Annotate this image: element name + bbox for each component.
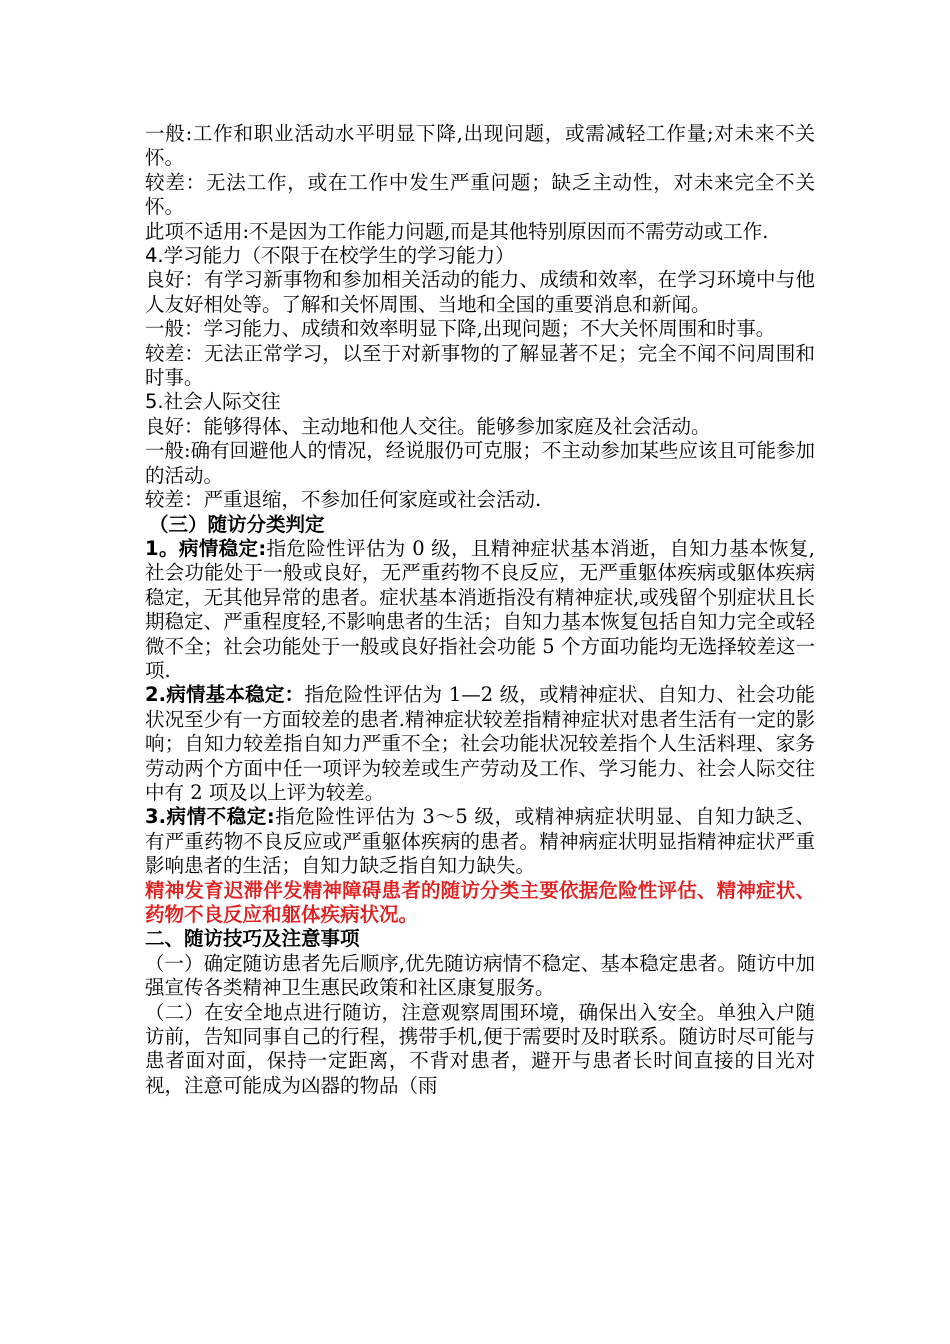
social-good-text: 良好：能够得体、主动地和他人交往。能够参加家庭及社会活动。 — [145, 414, 711, 438]
learning-heading: 4.学习能力（不限于在校学生的学习能力） — [145, 244, 515, 268]
basic-stable-paragraph — [145, 683, 815, 805]
work-fair-text: 一般:工作和职业活动水平明显下降,出现问题，或需减轻工作量;对未来不关怀。 — [145, 122, 815, 170]
social-poor-text: 较差：严重退缩，不参加任何家庭或社会活动. — [145, 488, 542, 512]
unstable-label: 3.病情不稳定: — [145, 805, 275, 829]
learning-poor-text: 较差：无法正常学习，以至于对新事物的了解显著不足；完全不闻不问周围和时事。 — [145, 341, 815, 390]
unstable-text: 指危险性评估为 3～5 级，或精神病症状明显、自知力缺乏、有严重药物不良反应或严重躯体疾病的患者。精神病症状明显指精神症状严重影响患者的生活；自知力缺乏指自知力缺失。 — [145, 805, 815, 878]
basic-stable-label: 2.病情基本稳定： — [145, 683, 305, 707]
tips-item-2: （二）在安全地点进行随访，注意观察周围环境，确保出入安全。单独入户随访前，告知同事自己的行程，携带手机,便于需要时及时联系。随访时尽可能与患者面对面，保持一定距离，不背对患者，避开与患者长时间直接的目光对视，注意可能成为凶器的物品（雨 — [145, 1000, 815, 1097]
stable-label: 1。病情稳定: — [145, 536, 267, 560]
tips-heading: 二、随访技巧及注意事项 — [145, 927, 360, 951]
work-na-text: 此项不适用:不是因为工作能力问题,而是其他特别原因而不需劳动或工作. — [145, 219, 769, 243]
basic-stable-text: 指危险性评估为 1—2 级，或精神症状、自知力、社会功能状况至少有一方面较差的患者.精神症状较差指精神症状对患者生活有一定的影响；自知力较差指自知力严重不全；社会功能状况较差指个人生活料理、家务劳动两个方面中任一项评为较差或生产劳动及工作、学习能力、社会人际交往中有 2 项及以上评为较差。 — [145, 683, 815, 804]
learning-fair-text: 一般：学习能力、成绩和效率明显下降,出现问题；不大关怀周围和时事。 — [145, 317, 776, 341]
classification-note: 精神发育迟滞伴发精神障碍患者的随访分类主要依据危险性评估、精神症状、药物不良反应和躯体疾病状况。 — [145, 878, 815, 926]
learning-good-text: 良好：有学习新事物和参加相关活动的能力、成绩和效率，在学习环境中与他人友好相处等。了解和关怀周围、当地和全国的重要消息和新闻。 — [145, 268, 815, 316]
stable-paragraph — [145, 537, 815, 683]
social-fair-text: 一般:确有回避他人的情况，经说服仍可克服；不主动参加某些应该且可能参加的活动。 — [145, 439, 815, 487]
work-poor-text: 较差：无法工作，或在工作中发生严重问题；缺乏主动性，对未来完全不关怀。 — [145, 170, 815, 219]
document-body — [145, 122, 815, 1098]
classification-heading: （三）随访分类判定 — [149, 512, 325, 536]
unstable-paragraph — [145, 805, 815, 878]
social-heading: 5.社会人际交往 — [145, 390, 281, 414]
stable-text: 指危险性评估为 0 级，且精神症状基本消逝，自知力基本恢复,社会功能处于一般或良好，无严重药物不良反应，无严重躯体疾病或躯体疾病稳定，无其他异常的患者。症状基本消逝指没有精神症状,或残留个别症状且长期稳定、严重程度轻,不影响患者的生活；自知力基本恢复包括自知力完全或轻微不全；社会功能处于一般或良好指社会功能 5 个方面功能均无选择较差这一项. — [145, 536, 815, 682]
tips-item-1: （一）确定随访患者先后顺序,优先随访病情不稳定、基本稳定患者。随访中加强宣传各类精神卫生惠民政策和社区康复服务。 — [145, 951, 815, 1000]
